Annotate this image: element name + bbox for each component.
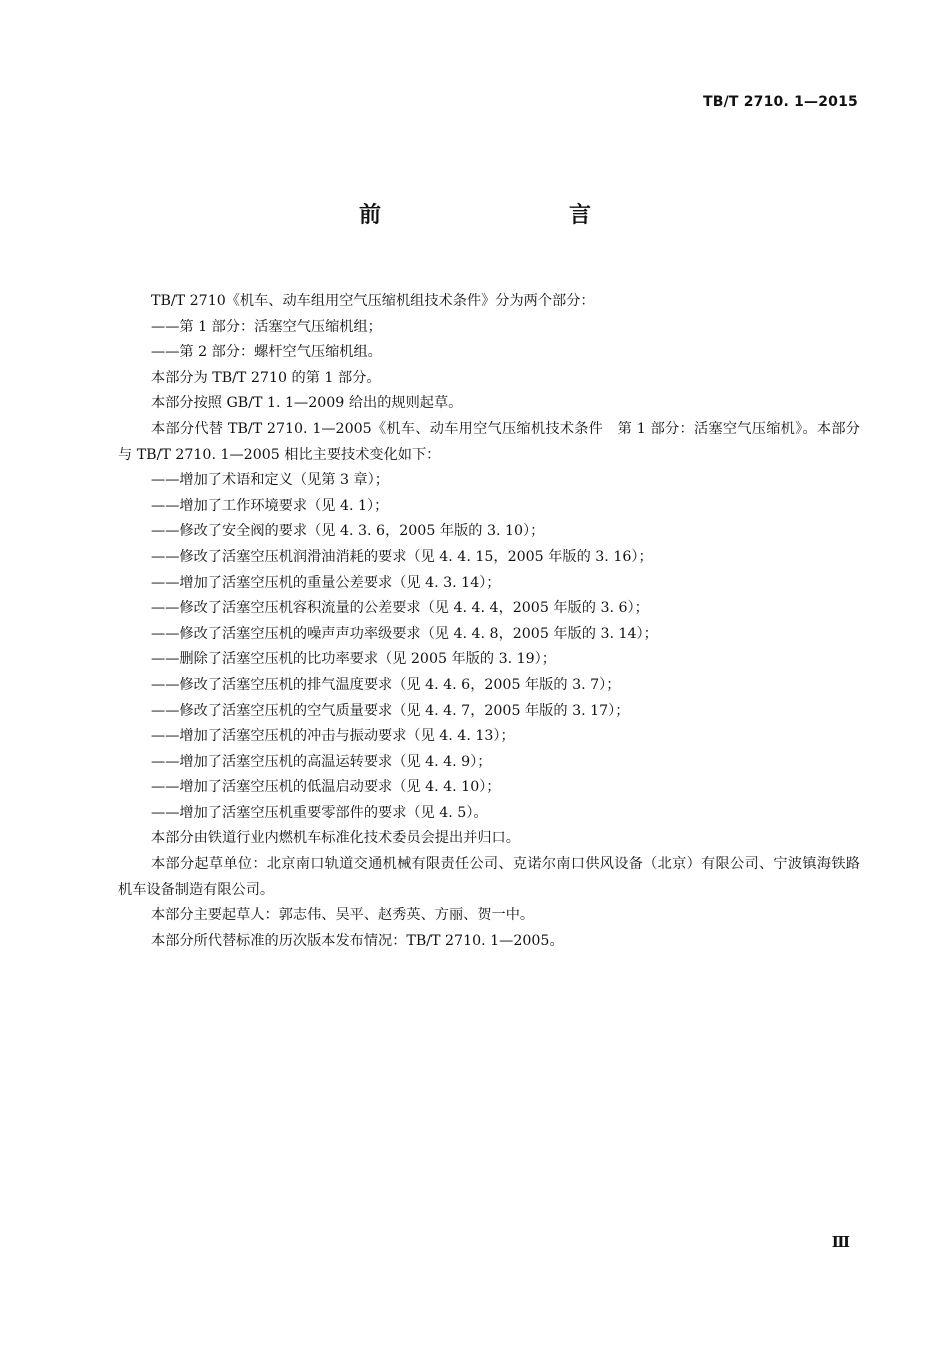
paragraph: 本部分由铁道行业内燃机车标准化技术委员会提出并归口。 — [151, 830, 520, 847]
list-item: ——修改了活塞空压机润滑油消耗的要求（见 4. 4. 15，2005 年版的 3. 16）； — [151, 548, 653, 565]
page-number: Ⅲ — [831, 1233, 850, 1251]
list-item: ——修改了活塞空压机容积流量的公差要求（见 4. 4. 4，2005 年版的 3. 6）； — [151, 600, 649, 617]
paragraph: TB/T 2710《机车、动车组用空气压缩机组技术条件》分为两个部分： — [151, 293, 595, 309]
list-item: ——第 1 部分：活塞空气压缩机组； — [151, 318, 382, 335]
list-item: ——修改了安全阀的要求（见 4. 3. 6，2005 年版的 3. 10）； — [151, 523, 545, 540]
paragraph: 本部分主要起草人：郭志伟、吴平、赵秀英、方丽、贺一中。 — [151, 907, 535, 924]
list-item: ——修改了活塞空压机的排气温度要求（见 4. 4. 6，2005 年版的 3. 7）； — [151, 676, 621, 693]
paragraph: 本部分按照 GB/T 1. 1—2009 给出的规则起草。 — [151, 395, 463, 412]
list-item: ——增加了活塞空压机的低温启动要求（见 4. 4. 10）； — [151, 779, 501, 796]
document-code-header: TB/T 2710. 1—2015 — [702, 94, 858, 110]
list-item: ——增加了活塞空压机的高温运转要求（见 4. 4. 9）； — [151, 753, 492, 770]
page-title: 前 言 — [358, 203, 639, 228]
list-item: ——增加了术语和定义（见第 3 章）； — [151, 472, 389, 489]
paragraph: 本部分起草单位：北京南口轨道交通机械有限责任公司、克诺尔南口供风设备（北京）有限公司、宁波镇海铁路机车设备制造有限公司。 — [118, 856, 860, 898]
paragraph: 本部分为 TB/T 2710 的第 1 部分。 — [151, 369, 381, 386]
paragraph: 本部分代替 TB/T 2710. 1—2005《机车、动车用空气压缩机技术条件 第 1 部分：活塞空气压缩机》。本部分与 TB/T 2710. 1—2005 相比主要技术变化如下： — [118, 420, 860, 463]
list-item: ——增加了活塞空压机重要零部件的要求（见 4. 5）。 — [151, 804, 488, 821]
list-item: ——第 2 部分：螺杆空气压缩机组。 — [151, 344, 382, 361]
list-item: ——增加了工作环境要求（见 4. 1）； — [151, 497, 389, 514]
list-item: ——修改了活塞空压机的空气质量要求（见 4. 4. 7，2005 年版的 3. 17）； — [151, 702, 630, 719]
list-item: ——增加了活塞空压机的冲击与振动要求（见 4. 4. 13）； — [151, 728, 515, 745]
list-item: ——删除了活塞空压机的比功率要求（见 2005 年版的 3. 19）； — [151, 651, 556, 668]
list-item: ——修改了活塞空压机的噪声声功率级要求（见 4. 4. 8，2005 年版的 3. 14）； — [151, 625, 658, 642]
foreword-body — [118, 289, 860, 954]
paragraph: 本部分所代替标准的历次版本发布情况：TB/T 2710. 1—2005。 — [151, 932, 564, 949]
list-item: ——增加了活塞空压机的重量公差要求（见 4. 3. 14）； — [151, 574, 501, 591]
